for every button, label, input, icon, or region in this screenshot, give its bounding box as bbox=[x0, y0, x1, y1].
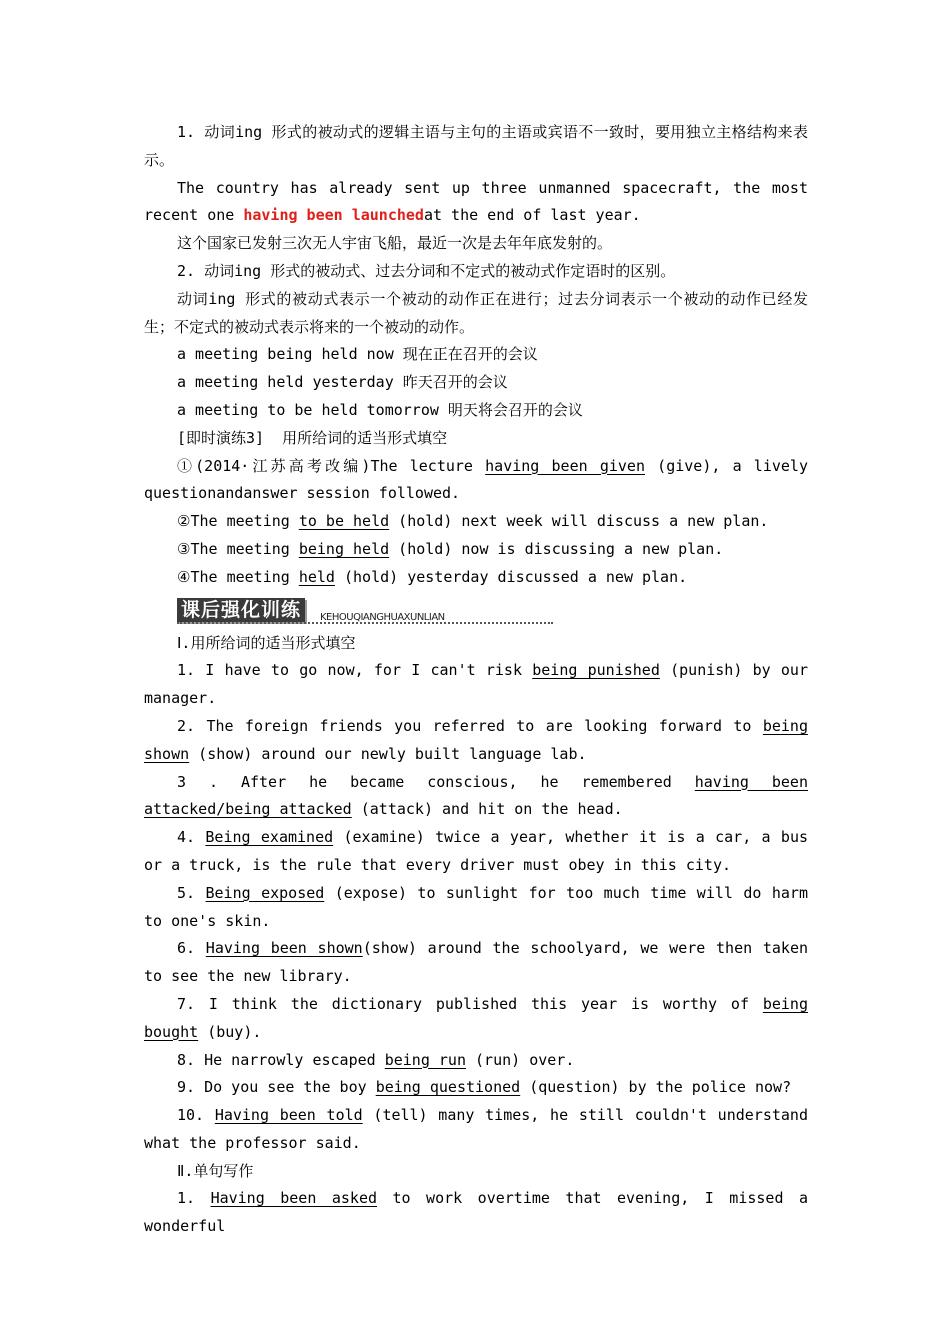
question-text: (hold) next week will discuss a new plan. bbox=[389, 512, 769, 531]
exercise-item-1 bbox=[144, 657, 808, 713]
question-text: (hold) now is discussing a new plan. bbox=[389, 539, 724, 558]
question-text: (punish) by our manager. bbox=[144, 661, 808, 708]
question-text: 5. bbox=[177, 883, 206, 902]
question-text: (show) around our newly built language lab. bbox=[189, 744, 587, 763]
drill-question-1 bbox=[144, 453, 808, 509]
question-text: (examine) twice a year, whether it is a car, a bus or a truck, is the rule that every driver must obey in this city. bbox=[144, 828, 809, 874]
exercise-item-2 bbox=[144, 713, 808, 769]
example-phrase: a meeting held yesterday 昨天召开的会议 bbox=[177, 373, 508, 392]
drill-question-2 bbox=[144, 508, 808, 536]
highlighted-phrase: having been launched bbox=[243, 206, 424, 225]
question-text: to work overtime that evening, I missed a wonderful bbox=[144, 1189, 809, 1236]
section-header bbox=[177, 594, 808, 630]
answer-blank: having been attacked/being attacked bbox=[144, 772, 808, 819]
answer-blank: held bbox=[298, 567, 335, 586]
answer-blank: Having been shown bbox=[205, 939, 363, 958]
section-divider bbox=[177, 622, 553, 624]
question-text: (attack) and hit on the head. bbox=[351, 800, 623, 819]
question-text: 6. bbox=[177, 939, 206, 958]
question-text: (buy). bbox=[198, 1022, 262, 1041]
question-text: (give), a lively questionandanswer session followed. bbox=[144, 456, 808, 503]
question-text: (expose) to sunlight for too much time will do harm to one's skin. bbox=[144, 883, 808, 930]
drill-label: [即时演练3] bbox=[177, 428, 265, 447]
drill-heading bbox=[144, 425, 808, 453]
answer-blank: Being exposed bbox=[205, 883, 325, 902]
example-sentence-1 bbox=[144, 175, 808, 231]
section-subtitle: KEHOUQIANGHUAXUNLIAN bbox=[320, 611, 445, 623]
grammar-point-2-description: 动词ing 形式的被动式表示一个被动的动作正在进行；过去分词表示一个被动的动作已经发生；不定式的被动式表示将来的一个被动的动作。 bbox=[144, 289, 808, 336]
question-text: (hold) yesterday discussed a new plan. bbox=[334, 567, 688, 586]
example-translation: 这个国家已发射三次无人宇宙飞船，最近一次是去年年底发射的。 bbox=[177, 234, 613, 253]
example-phrase: a meeting to be held tomorrow 明天将会召开的会议 bbox=[177, 400, 583, 419]
question-text: 1. I have to go now, for I can't risk bbox=[177, 661, 533, 680]
question-text: 10. bbox=[177, 1106, 215, 1125]
document-body bbox=[144, 119, 808, 1241]
question-text: 7. I think the dictionary published this year is worthy of bbox=[177, 994, 763, 1013]
example-text: at the end of last year. bbox=[423, 206, 641, 225]
answer-blank: being run bbox=[384, 1050, 466, 1069]
example-phrase: a meeting being held now 现在正在召开的会议 bbox=[177, 345, 538, 364]
answer-blank: being bought bbox=[144, 994, 808, 1041]
question-text: 9. Do you see the boy bbox=[177, 1078, 376, 1097]
question-text: 3 . After he became conscious, he remembered bbox=[177, 772, 695, 791]
exercise-item-9 bbox=[144, 1074, 808, 1102]
writing-item-1 bbox=[144, 1185, 808, 1241]
question-text: (show) around the schoolyard, we were then taken to see the new library. bbox=[144, 939, 809, 986]
question-text: ②The meeting bbox=[177, 512, 299, 531]
question-text: 1. bbox=[177, 1189, 211, 1208]
question-text: (run) over. bbox=[466, 1050, 575, 1069]
question-text: 4. bbox=[177, 828, 206, 847]
drill-question-3 bbox=[144, 536, 808, 564]
exercise-item-8 bbox=[144, 1047, 808, 1075]
answer-blank: being punished bbox=[532, 661, 660, 680]
question-text: 2. The foreign friends you referred to are looking forward to bbox=[177, 716, 763, 735]
exercise-item-7 bbox=[144, 991, 808, 1047]
grammar-point-2: 2. 动词ing 形式的被动式、过去分词和不定式的被动式作定语时的区别。 bbox=[177, 261, 676, 280]
answer-blank: being shown bbox=[144, 716, 808, 763]
question-text: ④The meeting bbox=[177, 567, 299, 586]
question-text: (question) by the police now? bbox=[520, 1078, 792, 1097]
answer-blank: having been given bbox=[485, 456, 645, 475]
question-text: 8. He narrowly escaped bbox=[177, 1050, 385, 1069]
answer-blank: to be held bbox=[298, 512, 390, 531]
section-title: 课后强化训练 bbox=[177, 598, 305, 622]
exercise-item-6 bbox=[144, 935, 808, 991]
part-1-title: Ⅰ.用所给词的适当形式填空 bbox=[177, 633, 356, 652]
exercise-item-3 bbox=[144, 769, 808, 825]
question-text: (tell) many times, he still couldn't understand what the professor said. bbox=[144, 1106, 808, 1152]
exercise-item-4 bbox=[144, 824, 808, 880]
drill-title: 用所给词的适当形式填空 bbox=[282, 428, 448, 447]
exercise-item-10 bbox=[144, 1102, 808, 1158]
answer-blank: Having been told bbox=[214, 1106, 363, 1125]
answer-blank: being questioned bbox=[375, 1078, 521, 1097]
answer-blank: Having been asked bbox=[210, 1189, 378, 1208]
question-text: ③The meeting bbox=[177, 539, 299, 558]
exercise-item-5 bbox=[144, 880, 808, 936]
answer-blank: being held bbox=[298, 539, 390, 558]
answer-blank: Being examined bbox=[205, 828, 334, 847]
question-text: ①(2014·江苏高考改编)The lecture bbox=[177, 456, 486, 475]
drill-question-4 bbox=[144, 564, 808, 592]
example-text: The country has already sent up three unmanned spacecraft, the most recent one bbox=[144, 178, 808, 225]
grammar-point-1: 1. 动词ing 形式的被动式的逻辑主语与主句的主语或宾语不一致时，要用独立主格结构来表示。 bbox=[144, 123, 808, 169]
part-2-title: Ⅱ.单句写作 bbox=[177, 1161, 254, 1180]
